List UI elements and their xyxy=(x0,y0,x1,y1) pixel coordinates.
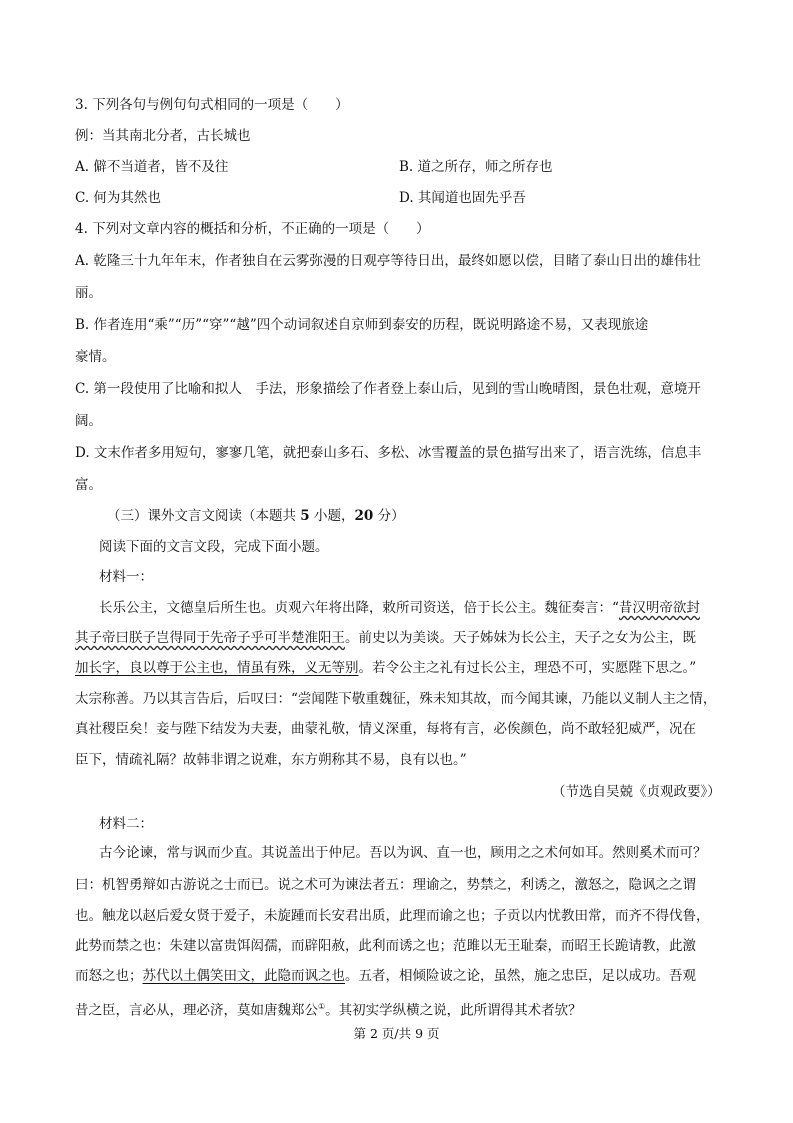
q3-option-a: A. 僻不当道者，皆不及往 xyxy=(75,159,229,175)
q4-stem: 4. 下列对文章内容的概括和分析，不正确的一项是（ ） xyxy=(75,221,430,237)
material1-line1-text: 长乐公主，文德皇后所生也。贞观六年将出降，敕所司资送，倍于长公主。魏征奏言：“ xyxy=(99,600,619,616)
material1-source: （节选自吴兢《贞观政要》） xyxy=(552,784,721,800)
material2-underlined-sentence: 苏代以土偶笑田文，此隐而讽之也 xyxy=(142,968,345,984)
material1-line3-text: 。若令公主之礼有过长公主，理恐不可，实愿陛下思之。” xyxy=(358,660,697,676)
section-intro: 阅读下面的文言文段，完成下面小题。 xyxy=(99,539,329,555)
material1-underlined-translation-sentence: 加长字，良以尊于公主也，情虽有殊，义无等别 xyxy=(75,660,359,676)
section-question-count: 5 xyxy=(300,508,310,524)
q4-option-a-line1: A. 乾隆三十九年年末，作者独自在云雾弥漫的日观亭等待日出，最终如愿以偿，目睹了泰山日出的雄伟壮 xyxy=(75,253,701,269)
q3-example: 例：当其南北分者，古长城也 xyxy=(75,128,251,144)
material2-line2: 曰：机智勇辩如古游说之士而已。说之术可为谏法者五：理谕之，势禁之，利诱之，激怒之，隐讽之之谓 xyxy=(75,877,696,893)
q4-option-c-line1: C. 第一段使用了比喻和拟人 手法，形象描绘了作者登上泰山后，见到的雪山晚晴图，景色壮观，意境开 xyxy=(75,381,701,397)
material1-underlined-sentence-start: 昔汉明帝欲封 xyxy=(618,600,700,616)
material1-line3 xyxy=(75,658,696,678)
material1-line5: 真社稷臣矣！妾与陛下结发为夫妻，曲蒙礼敬，情义深重，每将有言，必俟颜色，尚不敢轻犯威严，况在 xyxy=(75,721,696,737)
material2-line6-text-a: 昔之臣，言必从，理必济，莫如唐魏郑公 xyxy=(75,1002,318,1019)
q4-option-d-line2: 富。 xyxy=(75,477,102,493)
q3-option-c: C. 何为其然也 xyxy=(75,190,161,206)
material1-underlined-sentence-mid: 其子帝曰朕子岂得同于先帝子乎可半楚淮阳王 xyxy=(75,630,345,646)
material2-title: 材料二： xyxy=(99,816,153,832)
section-score: 20 xyxy=(354,508,374,524)
q3-option-d: D. 其闻道也固先乎吾 xyxy=(399,190,526,206)
material2-line4: 此势而禁之也：朱建以富贵饵闳孺，而辟阳赦，此利而诱之也；范雎以无王耻秦，而昭王长跪请教，此激 xyxy=(75,938,696,954)
footnote-marker: ① xyxy=(318,1002,326,1011)
material2-line3: 也。触龙以赵后爱女贤于爱子，未旋踵而长安君出质，此理而谕之也；子贡以内忧教田常，而齐不得伐鲁， xyxy=(75,908,710,924)
material2-line6 xyxy=(75,997,582,1021)
material1-line2-text: 。前史以为美谈。天子姊妹为长公主，天子之女为公主，既 xyxy=(345,630,696,646)
q3-stem: 3. 下列各句与例句句式相同的一项是（ ） xyxy=(75,97,349,113)
material2-line5 xyxy=(75,966,696,986)
q4-option-a-line2: 丽。 xyxy=(75,285,102,301)
q4-option-b-line2: 豪情。 xyxy=(75,349,116,365)
q3-option-b: B. 道之所存，师之所存也 xyxy=(399,159,553,175)
q4-option-d-line1: D. 文末作者多用短句，寥寥几笔，就把泰山多石、多松、冰雪覆盖的景色描写出来了，语言洗练，信息丰 xyxy=(75,445,702,461)
q4-option-b-line1: B. 作者连用“乘”“历”“穿”“越”四个动词叙述自京师到泰安的历程，既说明路途不易，又表现旅途 xyxy=(75,317,649,333)
material2-line5-text-a: 而怒之也； xyxy=(75,968,143,984)
q4-option-c-line2: 阔。 xyxy=(75,413,102,429)
material1-line6: 臣下，情疏礼隔？故韩非谓之说难，东方朔称其不易，良有以也。” xyxy=(75,752,467,768)
page-footer: 第 2 页/共 9 页 xyxy=(353,1026,440,1041)
section-heading xyxy=(107,506,405,526)
material2-line6-text-b: 。其初实学纵横之说，此所谓得其术者欤？ xyxy=(325,1002,582,1019)
material1-line4: 太宗称善。乃以其言告后，后叹曰：“尝闻陛下敬重魏征，殊未知其故，而今闻其谏，乃能以义制人主之情， xyxy=(75,691,717,707)
material1-line2 xyxy=(75,628,696,648)
material2-line1: 古今论谏，常与讽而少直。其说盖出于仲尼。吾以为讽、直一也，顾用之之术何如耳。然则奚术而可？ xyxy=(99,845,707,861)
section-heading-part2: 小题， xyxy=(309,508,355,524)
section-heading-part1: （三）课外文言文阅读（本题共 xyxy=(107,508,301,524)
section-heading-part3: 分） xyxy=(373,508,405,524)
material2-line5-text-b: 。五者，相倾险诐之论，虽然，施之忠臣，足以成功。吾观 xyxy=(345,968,696,984)
material1-title: 材料一： xyxy=(99,569,153,585)
material1-line1 xyxy=(99,598,700,618)
